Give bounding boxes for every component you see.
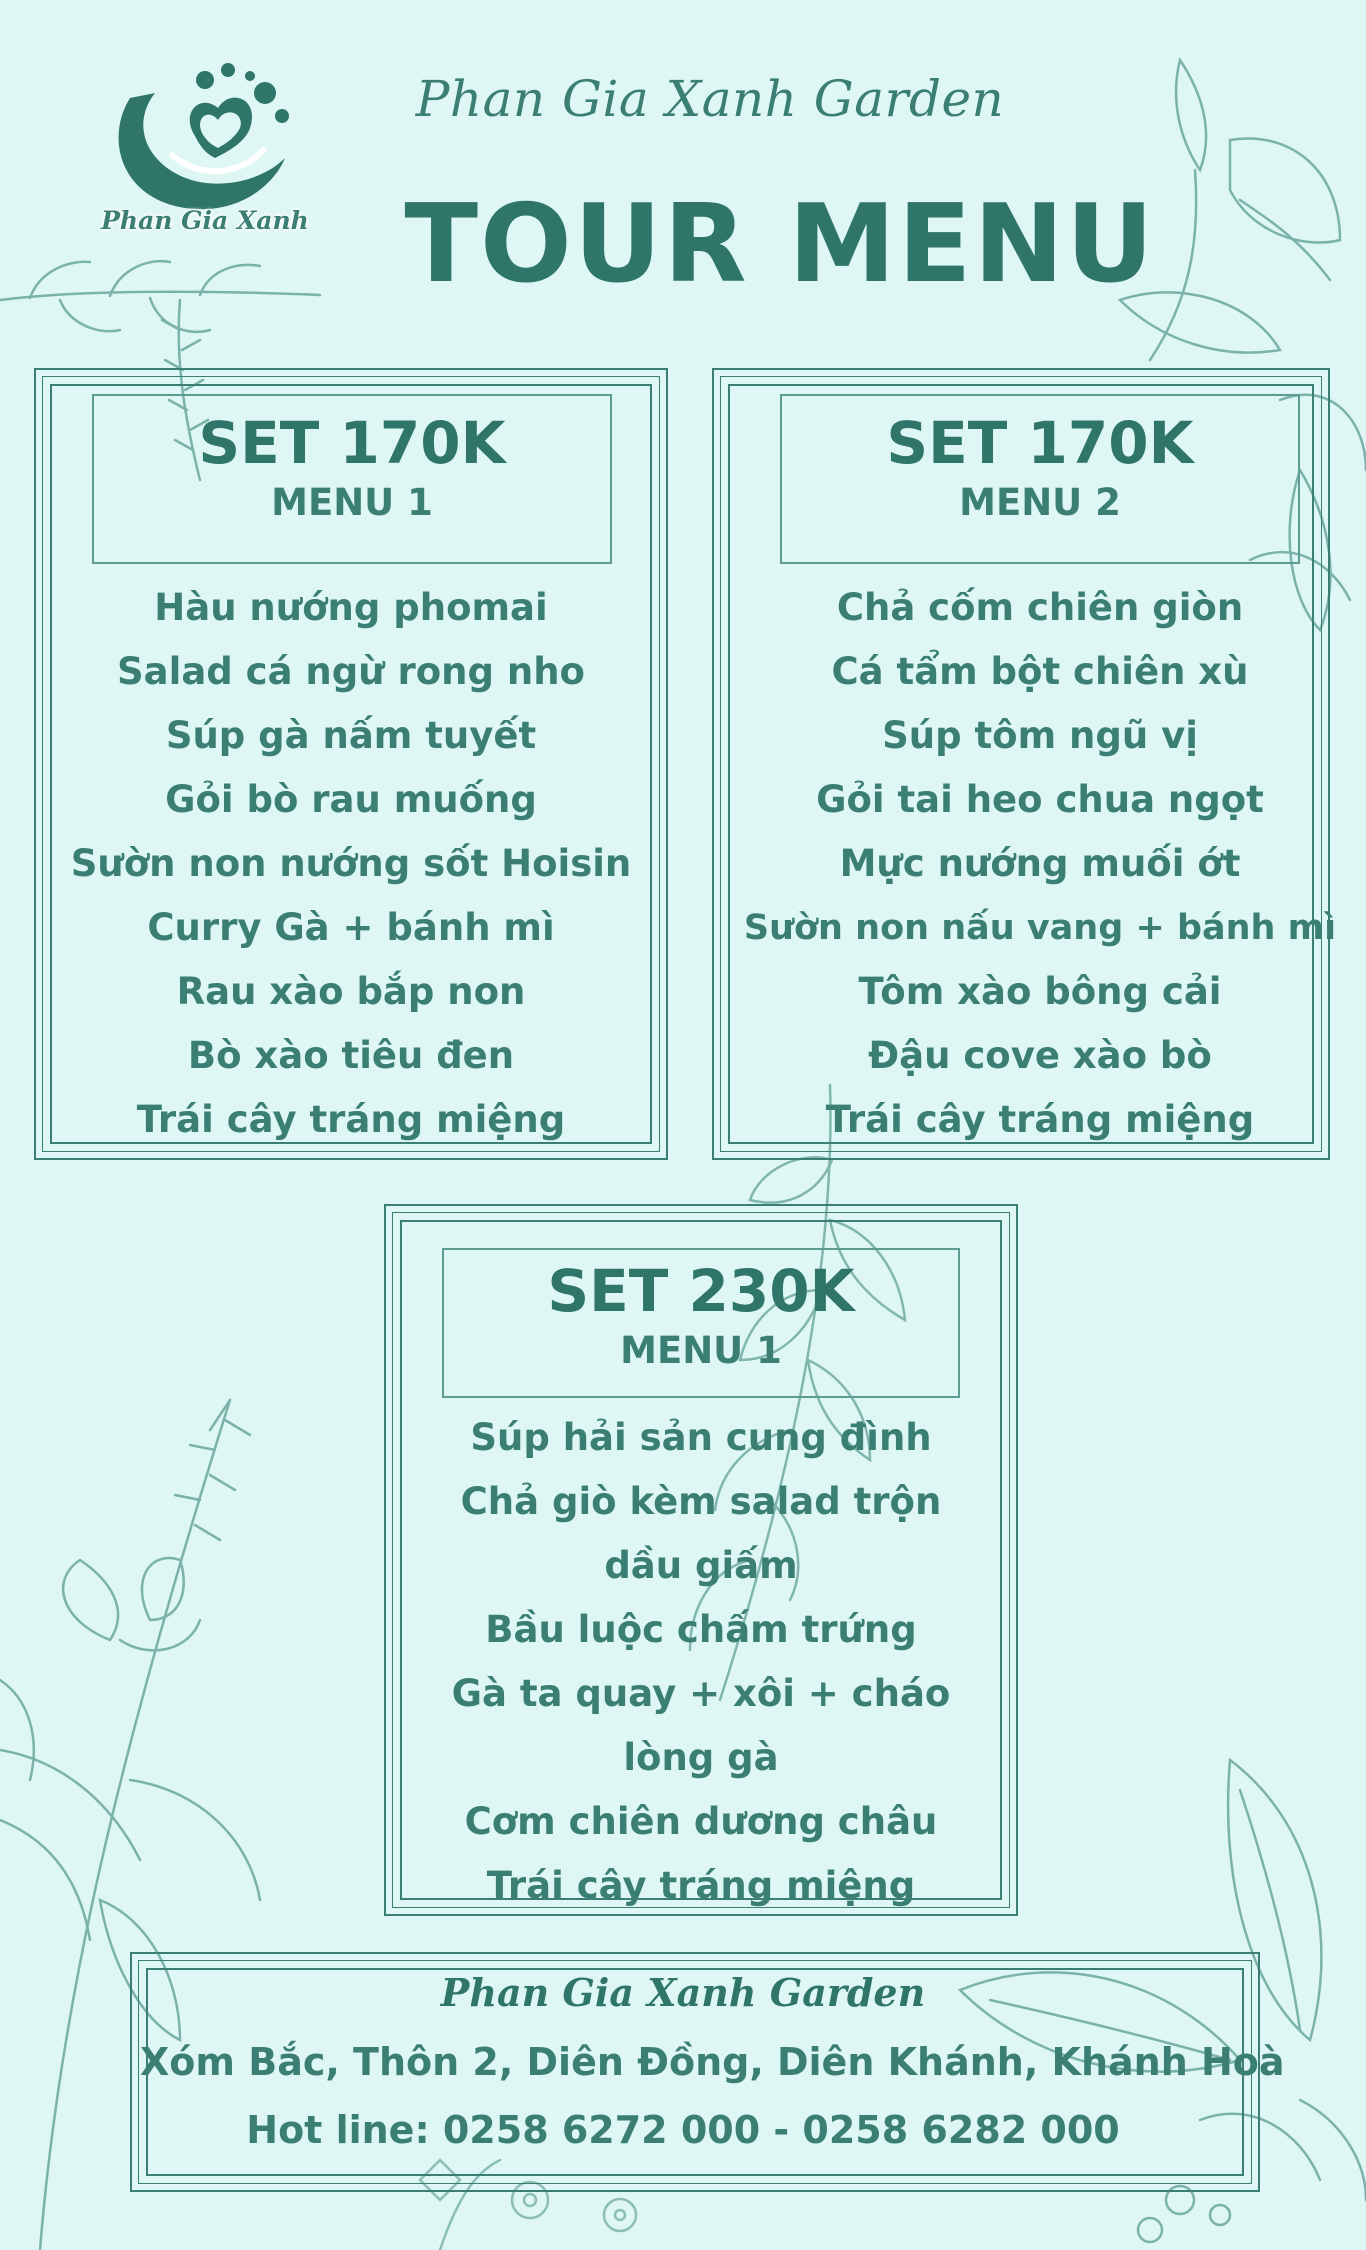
menu-item: Trái cây tráng miệng [486, 1864, 916, 1907]
menu-item: Mực nướng muối ớt [839, 842, 1241, 885]
menu-item: Sườn non nướng sốt Hoisin [70, 842, 632, 885]
menu-title-box [780, 394, 1300, 564]
menu-item: Hàu nướng phomai [154, 586, 548, 629]
set-price: SET 230K [547, 1257, 855, 1325]
page-title: TOUR MENU [404, 182, 1156, 307]
menu-item: Trái cây tráng miệng [136, 1098, 566, 1141]
menu-item: Chả cốm chiên giòn [836, 586, 1244, 629]
menu-item: Cơm chiên dương châu [464, 1800, 938, 1843]
menu-item: Tôm xào bông cải [858, 970, 1222, 1013]
menu-item: Bò xào tiêu đen [187, 1034, 515, 1077]
menu-item: Sườn non nấu vang + bánh mì [743, 908, 1337, 948]
logo [100, 58, 310, 268]
menu-item: Gỏi bò rau muống [165, 778, 537, 821]
menu-item: Chả giò kèm salad trộn [460, 1480, 942, 1523]
menu-item: Gà ta quay + xôi + cháo [451, 1672, 951, 1715]
menu-card-3 [384, 1204, 1018, 1916]
menu-item: Súp gà nấm tuyết [165, 714, 537, 757]
menu-title-box [92, 394, 612, 564]
menu-item: dầu giấm [604, 1544, 798, 1587]
footer-hotline: Hot line: 0258 6272 000 - 0258 6282 000 [246, 2108, 1120, 2152]
menu-item-list [712, 576, 1366, 1152]
menu-item: Cá tẩm bột chiên xù [831, 650, 1249, 693]
set-price: SET 170K [886, 409, 1194, 477]
brand-script-name: Phan Gia Xanh Garden [415, 70, 1005, 128]
menu-item: Súp hải sản cung đình [470, 1416, 932, 1459]
menu-title-box [442, 1248, 960, 1398]
menu-item: Salad cá ngừ rong nho [117, 650, 585, 693]
menu-card-2 [712, 368, 1337, 1160]
menu-item: Rau xào bắp non [176, 970, 526, 1013]
menu-item-list [384, 1406, 1018, 1918]
menu-item: Gỏi tai heo chua ngọt [816, 778, 1264, 821]
menu-item: Trái cây tráng miệng [825, 1098, 1255, 1141]
menu-item: Curry Gà + bánh mì [147, 906, 555, 949]
menu-item: Đậu cove xào bò [868, 1034, 1212, 1077]
menu-item: lòng gà [623, 1736, 779, 1779]
menu-name: MENU 1 [271, 481, 433, 524]
menu-item: Súp tôm ngũ vị [882, 714, 1198, 757]
menu-name: MENU 1 [620, 1329, 782, 1372]
set-price: SET 170K [198, 409, 506, 477]
menu-item: Bầu luộc chấm trứng [485, 1608, 917, 1651]
menu-card-1 [34, 368, 668, 1160]
footer-address: Xóm Bắc, Thôn 2, Diên Đồng, Diên Khánh, Khánh Hoà [140, 2040, 1285, 2084]
menu-item-list [34, 576, 668, 1152]
menu-name: MENU 2 [959, 481, 1121, 524]
logo-text: Phan Gia Xanh [101, 206, 309, 235]
logo-mark-icon [100, 58, 310, 218]
footer-brand-name: Phan Gia Xanh Garden [440, 1970, 926, 2015]
